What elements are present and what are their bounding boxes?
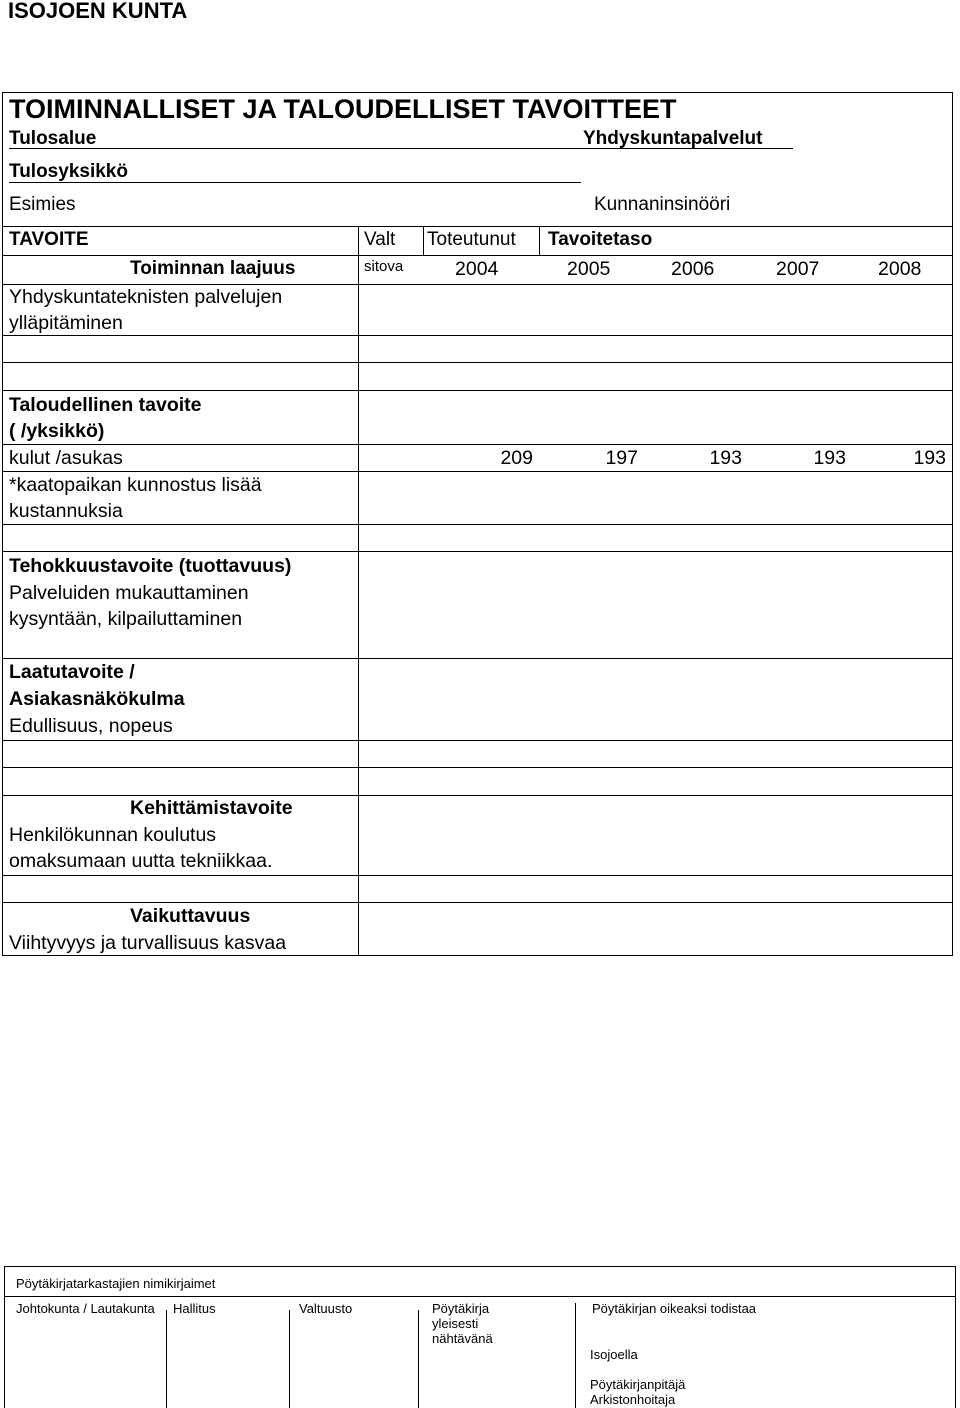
footer-hallitus: Hallitus	[173, 1301, 216, 1316]
row-divider	[2, 335, 953, 336]
row-laatu-line1: Laatutavoite /	[9, 661, 135, 683]
row-yp-line2: ylläpitäminen	[9, 312, 123, 334]
col-tavoite: TAVOITE	[9, 229, 89, 250]
footer-poytakirjanpitaja: Pöytäkirjanpitäjä	[590, 1377, 686, 1392]
column-divider	[539, 226, 540, 255]
row-divider	[2, 226, 953, 227]
row-yp-line1: Yhdyskuntateknisten palvelujen	[9, 286, 283, 308]
row-vaikuttavuus-line1: Vaikuttavuus	[130, 905, 251, 927]
row-divider	[2, 875, 953, 876]
year-2008: 2008	[878, 258, 922, 280]
footer-column-divider	[418, 1310, 419, 1408]
footer-arkistonhoitaja: Arkistonhoitaja	[590, 1392, 676, 1407]
column-divider	[423, 226, 424, 255]
year-2006: 2006	[671, 258, 715, 280]
row-vaikuttavuus-line2: Viihtyvyys ja turvallisuus kasvaa	[9, 932, 287, 954]
footer-oikeaksi: Pöytäkirjan oikeaksi todistaa	[592, 1301, 757, 1316]
municipality-name: ISOJOEN KUNTA	[8, 0, 188, 23]
row-taloudellinen-line2: ( /yksikkö)	[9, 420, 105, 442]
footer-poytakirja-line2: yleisesti	[432, 1316, 479, 1331]
footer-signatures-label: Pöytäkirjatarkastajien nimikirjaimet	[16, 1276, 216, 1291]
column-divider	[358, 226, 359, 956]
row-divider	[2, 902, 953, 903]
row-kulut-label: kulut /asukas	[9, 447, 123, 469]
row-divider	[2, 255, 953, 256]
footer-divider	[4, 1296, 956, 1297]
tulosalue-label: Tulosalue	[9, 128, 97, 149]
footer-johtokunta: Johtokunta / Lautakunta	[16, 1301, 155, 1316]
row-divider	[2, 471, 953, 472]
footer-column-divider	[289, 1310, 290, 1408]
footer-isojoella: Isojoella	[590, 1347, 638, 1362]
row-kaatopaikka-line1: *kaatopaikan kunnostus lisää	[9, 474, 262, 496]
kulut-2006: 193	[709, 447, 742, 469]
tulosyksikko-label: Tulosyksikkö	[9, 161, 128, 182]
year-2004: 2004	[455, 258, 499, 280]
row-divider	[2, 658, 953, 659]
row-divider	[2, 551, 953, 552]
row-divider	[2, 444, 953, 445]
col-toteutunut: Toteutunut	[427, 229, 516, 250]
year-2007: 2007	[776, 258, 820, 280]
row-taloudellinen-line1: Taloudellinen tavoite	[9, 394, 202, 416]
col-valt: Valt	[364, 229, 396, 250]
row-divider	[2, 767, 953, 768]
tulosalue-value: Yhdyskuntapalvelut	[583, 128, 763, 149]
row-kehittamis-line1: Kehittämistavoite	[130, 797, 293, 819]
esimies-value: Kunnaninsinööri	[594, 194, 731, 215]
row-laatu-line2: Asiakasnäkökulma	[9, 688, 185, 710]
row-divider	[2, 524, 953, 525]
year-2005: 2005	[567, 258, 611, 280]
row-toiminnan-laajuus: Toiminnan laajuus	[130, 258, 296, 279]
row-tehokkuus-line2: Palveluiden mukauttaminen	[9, 582, 249, 604]
esimies-label: Esimies	[9, 194, 76, 215]
kulut-2008: 193	[913, 447, 946, 469]
row-divider	[2, 740, 953, 741]
row-kehittamis-line3: omaksumaan uutta tekniikkaa.	[9, 850, 273, 872]
footer-column-divider	[575, 1303, 576, 1408]
row-divider	[2, 390, 953, 391]
row-divider	[2, 362, 953, 363]
kulut-2007: 193	[813, 447, 846, 469]
row-tehokkuus-line1: Tehokkuustavoite (tuottavuus)	[9, 555, 292, 577]
row-kaatopaikka-line2: kustannuksia	[9, 500, 123, 522]
footer-poytakirja-line1: Pöytäkirja	[432, 1301, 490, 1316]
kulut-2005: 197	[605, 447, 638, 469]
row-divider	[2, 284, 953, 285]
col-tavoitetaso: Tavoitetaso	[548, 229, 653, 250]
row-laatu-line3: Edullisuus, nopeus	[9, 715, 173, 737]
row-divider	[2, 795, 953, 796]
sitova-label: sitova	[364, 258, 404, 275]
footer-poytakirja-line3: nähtävänä	[432, 1331, 493, 1346]
form-title: TOIMINNALLISET JA TALOUDELLISET TAVOITTEET	[9, 94, 677, 124]
row-kehittamis-line2: Henkilökunnan koulutus	[9, 824, 217, 846]
row-tehokkuus-line3: kysyntään, kilpailuttaminen	[9, 608, 243, 630]
kulut-2004: 209	[500, 447, 533, 469]
footer-valtuusto: Valtuusto	[299, 1301, 353, 1316]
footer-column-divider	[166, 1310, 167, 1408]
